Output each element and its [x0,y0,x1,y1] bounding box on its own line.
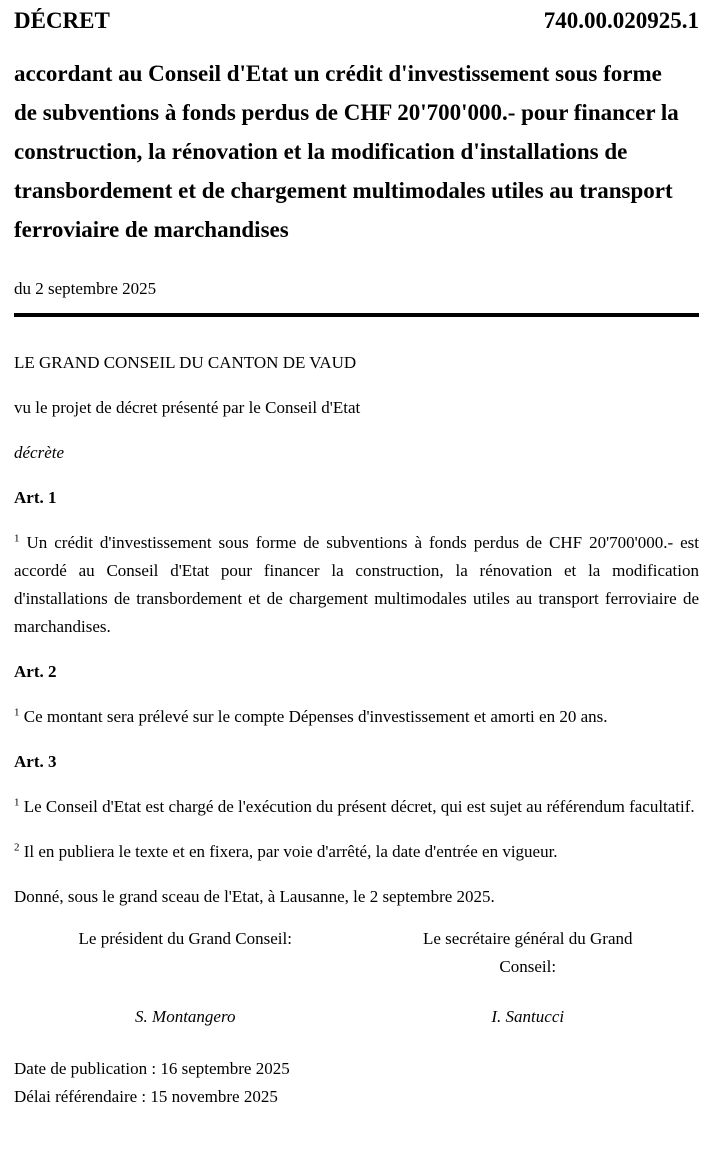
secretary-signature: I. Santucci [491,1007,565,1026]
article-2-heading: Art. 2 [14,662,57,681]
president-signature: S. Montangero [135,1007,236,1026]
paragraph-number: 1 [14,532,20,545]
decree-title: accordant au Conseil d'Etat un crédit d'investissement sous forme de subventions à fonds perdus de CHF 20'700'000.- pour financer la construction, la rénovation et la modification d'installations de transbordement et de chargement multimodales utiles au transport ferroviaire de marchandises [14,61,679,242]
president-role-label: Le président du Grand Conseil: [78,929,292,948]
article-1-heading: Art. 1 [14,488,57,507]
enacting-word: décrète [14,443,65,462]
document-reference: 740.00.020925.1 [543,8,699,33]
paragraph-number: 2 [14,841,20,854]
signature-names-row [14,1003,699,1031]
secretary-role-label: Le secrétaire général du Grand Conseil: [422,929,633,976]
decree-date-line: du 2 septembre 2025 [14,279,157,298]
publication-date-line: Date de publication : 16 septembre 2025 [14,1059,290,1078]
document-header [14,6,699,36]
article-3-paragraph-2 [14,838,699,866]
paragraph-text: Ce montant sera prélevé sur le compte Dépenses d'investissement et amorti en 20 ans. [23,707,608,726]
paragraph-number: 1 [14,706,20,719]
article-3-paragraph-1 [14,793,699,821]
paragraph-text: Un crédit d'investissement sous forme de subventions à fonds perdus de CHF 20'700'000.- est accordé au Conseil d'Etat pour financer la construction, la rénovation et la modification d'installations de transbordement et de chargement multimodales utiles au transport ferroviaire de marchandises. [14,533,700,636]
divider-rule [14,313,699,317]
signature-roles-row [14,925,699,981]
document-type: DÉCRET [14,8,110,33]
paragraph-text: Il en publiera le texte et en fixera, par voie d'arrêté, la date d'entrée en vigueur. [23,842,558,861]
article-2-paragraph-1 [14,703,699,731]
authority-line: LE GRAND CONSEIL DU CANTON DE VAUD [14,353,357,372]
given-line: Donné, sous le grand sceau de l'Etat, à Lausanne, le 2 septembre 2025. [14,887,495,906]
president-role [14,925,357,981]
article-3-heading: Art. 3 [14,752,57,771]
considering-line: vu le projet de décret présenté par le Conseil d'Etat [14,398,361,417]
paragraph-number: 1 [14,796,20,809]
secretary-role [357,925,700,981]
article-1-paragraph-1 [14,529,699,641]
paragraph-text: Le Conseil d'Etat est chargé de l'exécution du présent décret, qui est sujet au référendum facultatif. [23,797,695,816]
referendum-deadline-line: Délai référendaire : 15 novembre 2025 [14,1087,278,1106]
publication-block [14,1055,699,1111]
